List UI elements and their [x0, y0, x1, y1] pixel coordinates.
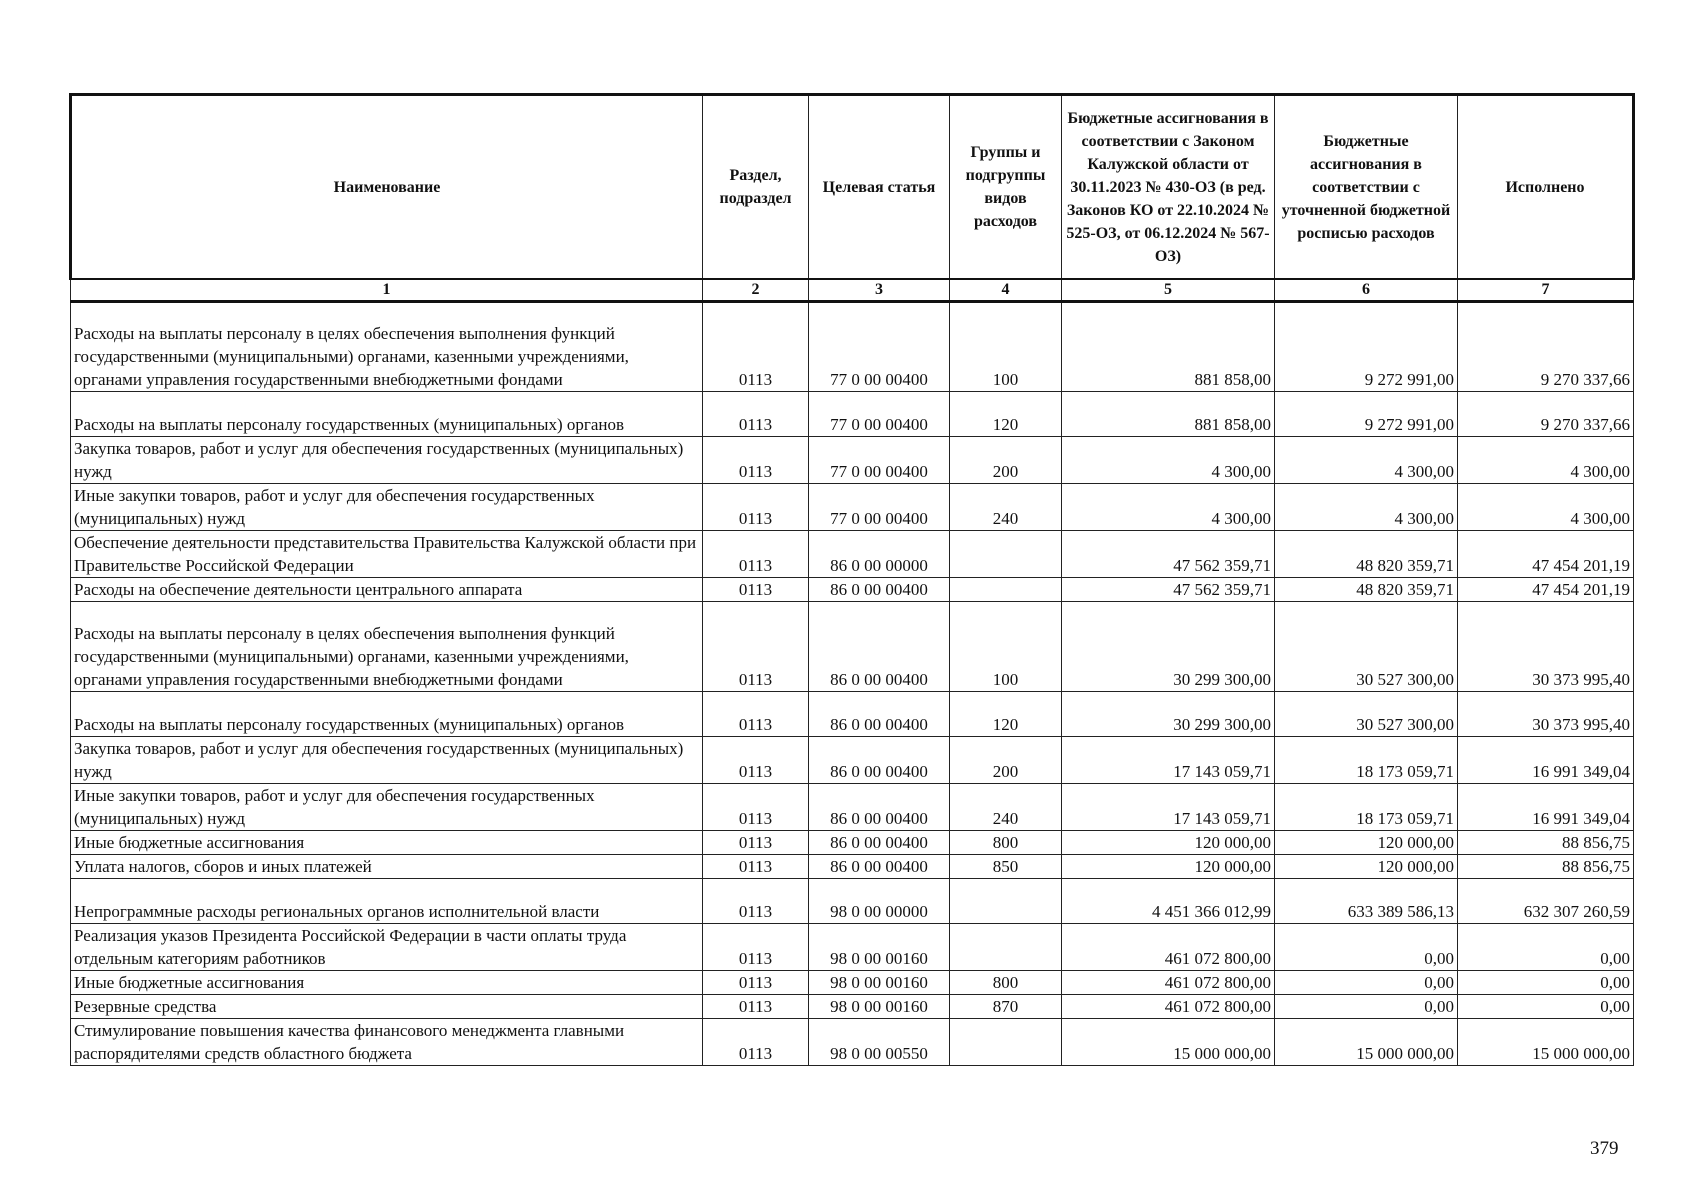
table-row [71, 855, 1634, 879]
column-number: 2 [703, 279, 809, 302]
cell-group [950, 879, 1062, 924]
cell-article: 77 0 00 00400 [809, 437, 950, 484]
cell-budget-schedule: 9 272 991,00 [1275, 392, 1458, 437]
header-row [71, 95, 1634, 280]
cell-section: 0113 [703, 578, 809, 602]
cell-executed: 16 991 349,04 [1458, 737, 1634, 784]
cell-budget-schedule: 120 000,00 [1275, 855, 1458, 879]
cell-article: 86 0 00 00400 [809, 737, 950, 784]
table-row [71, 831, 1634, 855]
cell-section: 0113 [703, 971, 809, 995]
cell-group [950, 924, 1062, 971]
table-row [71, 737, 1634, 784]
cell-budget-schedule: 48 820 359,71 [1275, 578, 1458, 602]
cell-budget-law: 30 299 300,00 [1062, 602, 1275, 692]
table-row [71, 1019, 1634, 1066]
cell-executed: 47 454 201,19 [1458, 578, 1634, 602]
cell-article: 77 0 00 00400 [809, 484, 950, 531]
cell-budget-schedule: 30 527 300,00 [1275, 602, 1458, 692]
cell-name: Закупка товаров, работ и услуг для обеспечения государственных (муниципальных) нужд [71, 437, 703, 484]
cell-article: 86 0 00 00400 [809, 602, 950, 692]
table-row [71, 924, 1634, 971]
header-name: Наименование [71, 95, 703, 280]
cell-group: 100 [950, 602, 1062, 692]
cell-budget-law: 120 000,00 [1062, 831, 1275, 855]
cell-name: Уплата налогов, сборов и иных платежей [71, 855, 703, 879]
cell-section: 0113 [703, 484, 809, 531]
cell-group: 870 [950, 995, 1062, 1019]
cell-executed: 47 454 201,19 [1458, 531, 1634, 578]
cell-article: 86 0 00 00400 [809, 831, 950, 855]
cell-budget-schedule: 0,00 [1275, 995, 1458, 1019]
cell-executed: 9 270 337,66 [1458, 302, 1634, 392]
cell-executed: 30 373 995,40 [1458, 602, 1634, 692]
cell-group: 120 [950, 692, 1062, 737]
cell-article: 86 0 00 00400 [809, 578, 950, 602]
cell-name: Расходы на выплаты персоналу в целях обеспечения выполнения функций государственными (муниципальными) органами, казенными учреждениями, органами управления государственными внебюджетными фондами [71, 302, 703, 392]
cell-budget-schedule: 15 000 000,00 [1275, 1019, 1458, 1066]
cell-group: 100 [950, 302, 1062, 392]
cell-budget-law: 881 858,00 [1062, 302, 1275, 392]
cell-article: 86 0 00 00000 [809, 531, 950, 578]
cell-article: 77 0 00 00400 [809, 302, 950, 392]
cell-executed: 88 856,75 [1458, 831, 1634, 855]
column-number: 4 [950, 279, 1062, 302]
cell-name: Иные закупки товаров, работ и услуг для обеспечения государственных (муниципальных) нужд [71, 784, 703, 831]
cell-name: Резервные средства [71, 995, 703, 1019]
cell-budget-schedule: 18 173 059,71 [1275, 737, 1458, 784]
table-row [71, 784, 1634, 831]
cell-budget-schedule: 48 820 359,71 [1275, 531, 1458, 578]
header-article: Целевая статья [809, 95, 950, 280]
cell-group: 240 [950, 484, 1062, 531]
cell-section: 0113 [703, 784, 809, 831]
cell-section: 0113 [703, 531, 809, 578]
cell-group: 200 [950, 437, 1062, 484]
cell-article: 98 0 00 00160 [809, 924, 950, 971]
table-body [71, 302, 1634, 1066]
cell-budget-law: 47 562 359,71 [1062, 578, 1275, 602]
table-row [71, 602, 1634, 692]
table-row [71, 578, 1634, 602]
table-row [71, 971, 1634, 995]
cell-budget-schedule: 9 272 991,00 [1275, 302, 1458, 392]
cell-article: 86 0 00 00400 [809, 855, 950, 879]
cell-name: Расходы на обеспечение деятельности центрального аппарата [71, 578, 703, 602]
cell-name: Иные закупки товаров, работ и услуг для обеспечения государственных (муниципальных) нужд [71, 484, 703, 531]
cell-executed: 0,00 [1458, 971, 1634, 995]
cell-section: 0113 [703, 692, 809, 737]
cell-budget-law: 4 300,00 [1062, 437, 1275, 484]
cell-budget-law: 17 143 059,71 [1062, 737, 1275, 784]
cell-executed: 0,00 [1458, 995, 1634, 1019]
table-row [71, 531, 1634, 578]
cell-budget-law: 4 300,00 [1062, 484, 1275, 531]
column-number: 7 [1458, 279, 1634, 302]
cell-article: 98 0 00 00000 [809, 879, 950, 924]
cell-budget-schedule: 633 389 586,13 [1275, 879, 1458, 924]
column-number: 6 [1275, 279, 1458, 302]
cell-budget-law: 461 072 800,00 [1062, 995, 1275, 1019]
cell-budget-law: 461 072 800,00 [1062, 971, 1275, 995]
cell-article: 98 0 00 00550 [809, 1019, 950, 1066]
cell-name: Иные бюджетные ассигнования [71, 831, 703, 855]
cell-name: Непрограммные расходы региональных органов исполнительной власти [71, 879, 703, 924]
cell-executed: 4 300,00 [1458, 484, 1634, 531]
column-number: 1 [71, 279, 703, 302]
cell-executed: 15 000 000,00 [1458, 1019, 1634, 1066]
column-number-row [71, 279, 1634, 302]
cell-section: 0113 [703, 392, 809, 437]
cell-section: 0113 [703, 855, 809, 879]
table-row [71, 692, 1634, 737]
header-executed: Исполнено [1458, 95, 1634, 280]
cell-group: 800 [950, 971, 1062, 995]
cell-section: 0113 [703, 437, 809, 484]
cell-executed: 9 270 337,66 [1458, 392, 1634, 437]
cell-budget-law: 4 451 366 012,99 [1062, 879, 1275, 924]
table-row [71, 484, 1634, 531]
cell-budget-law: 47 562 359,71 [1062, 531, 1275, 578]
cell-group [950, 1019, 1062, 1066]
cell-group: 240 [950, 784, 1062, 831]
cell-executed: 4 300,00 [1458, 437, 1634, 484]
cell-executed: 0,00 [1458, 924, 1634, 971]
cell-article: 98 0 00 00160 [809, 995, 950, 1019]
cell-name: Закупка товаров, работ и услуг для обеспечения государственных (муниципальных) нужд [71, 737, 703, 784]
cell-article: 77 0 00 00400 [809, 392, 950, 437]
header-budget-schedule: Бюджетные ассигнования в соответствии с уточненной бюджетной росписью расходов [1275, 95, 1458, 280]
cell-executed: 88 856,75 [1458, 855, 1634, 879]
cell-executed: 16 991 349,04 [1458, 784, 1634, 831]
cell-section: 0113 [703, 602, 809, 692]
cell-section: 0113 [703, 924, 809, 971]
cell-budget-schedule: 4 300,00 [1275, 437, 1458, 484]
cell-group: 800 [950, 831, 1062, 855]
budget-table [69, 93, 1635, 1066]
cell-article: 86 0 00 00400 [809, 692, 950, 737]
cell-budget-schedule: 4 300,00 [1275, 484, 1458, 531]
cell-budget-law: 15 000 000,00 [1062, 1019, 1275, 1066]
cell-name: Обеспечение деятельности представительства Правительства Калужской области при Правительстве Российской Федерации [71, 531, 703, 578]
cell-name: Иные бюджетные ассигнования [71, 971, 703, 995]
cell-name: Реализация указов Президента Российской Федерации в части оплаты труда отдельным категориям работников [71, 924, 703, 971]
cell-group [950, 578, 1062, 602]
cell-executed: 30 373 995,40 [1458, 692, 1634, 737]
table-row [71, 437, 1634, 484]
cell-budget-law: 881 858,00 [1062, 392, 1275, 437]
cell-section: 0113 [703, 737, 809, 784]
header-group: Группы и подгруппы видов расходов [950, 95, 1062, 280]
cell-section: 0113 [703, 302, 809, 392]
cell-budget-schedule: 120 000,00 [1275, 831, 1458, 855]
header-budget-law: Бюджетные ассигнования в соответствии с Законом Калужской области от 30.11.2023 № 430-ОЗ (в ред. Законов КО от 22.10.2024 № 525-ОЗ, от 06.12.2024 № 567-ОЗ) [1062, 95, 1275, 280]
cell-name: Расходы на выплаты персоналу в целях обеспечения выполнения функций государственными (муниципальными) органами, казенными учреждениями, органами управления государственными внебюджетными фондами [71, 602, 703, 692]
cell-group: 200 [950, 737, 1062, 784]
page-number: 379 [1590, 1138, 1619, 1159]
cell-name: Расходы на выплаты персоналу государственных (муниципальных) органов [71, 692, 703, 737]
cell-budget-law: 30 299 300,00 [1062, 692, 1275, 737]
cell-name: Расходы на выплаты персоналу государственных (муниципальных) органов [71, 392, 703, 437]
cell-section: 0113 [703, 1019, 809, 1066]
cell-group: 120 [950, 392, 1062, 437]
cell-group [950, 531, 1062, 578]
cell-group: 850 [950, 855, 1062, 879]
cell-budget-law: 120 000,00 [1062, 855, 1275, 879]
cell-budget-law: 17 143 059,71 [1062, 784, 1275, 831]
table-row [71, 995, 1634, 1019]
cell-name: Стимулирование повышения качества финансового менеджмента главными распорядителями средств областного бюджета [71, 1019, 703, 1066]
header-section: Раздел, подраздел [703, 95, 809, 280]
column-number: 5 [1062, 279, 1275, 302]
cell-budget-schedule: 0,00 [1275, 971, 1458, 995]
table-row [71, 879, 1634, 924]
table-row [71, 302, 1634, 392]
cell-budget-law: 461 072 800,00 [1062, 924, 1275, 971]
cell-article: 86 0 00 00400 [809, 784, 950, 831]
cell-section: 0113 [703, 879, 809, 924]
cell-section: 0113 [703, 995, 809, 1019]
cell-section: 0113 [703, 831, 809, 855]
cell-executed: 632 307 260,59 [1458, 879, 1634, 924]
cell-budget-schedule: 0,00 [1275, 924, 1458, 971]
cell-budget-schedule: 18 173 059,71 [1275, 784, 1458, 831]
cell-article: 98 0 00 00160 [809, 971, 950, 995]
cell-budget-schedule: 30 527 300,00 [1275, 692, 1458, 737]
column-number: 3 [809, 279, 950, 302]
table-row [71, 392, 1634, 437]
